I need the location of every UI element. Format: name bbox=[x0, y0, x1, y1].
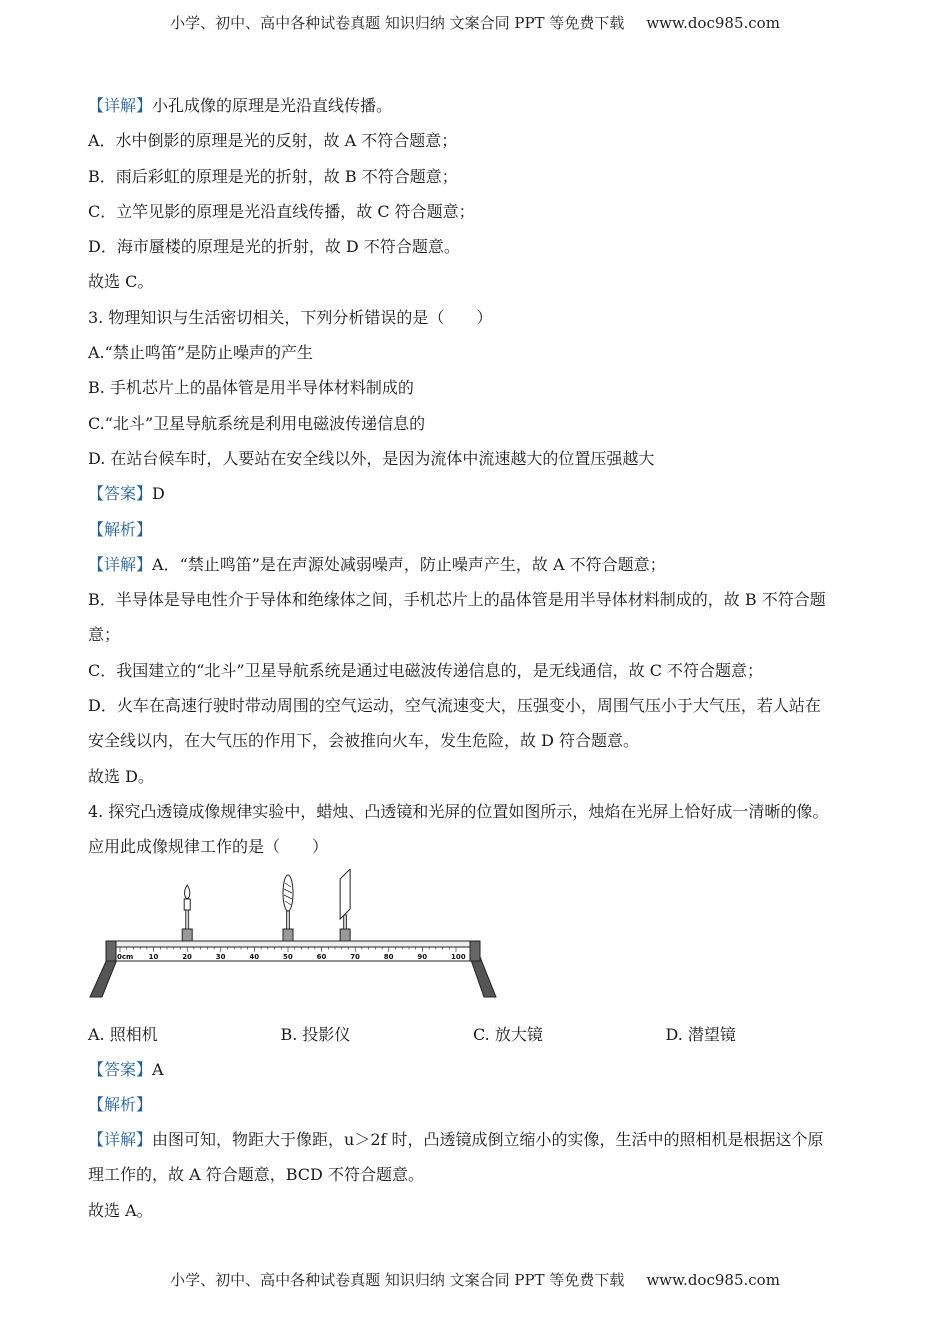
q4-stem-1: 4. 探究凸透镜成像规律实验中，蜡烛、凸透镜和光屏的位置如图所示，烛焰在光屏上恰好成一清晰的像。 bbox=[88, 801, 829, 821]
q2-detail-d: D．海市蜃楼的原理是光的折射，故 D 不符合题意。 bbox=[88, 237, 460, 257]
q3-detail-b1: B．半导体是导电性介于导体和绝缘体之间，手机芯片上的晶体管是用半导体材料制成的，故 B 不符合题 bbox=[88, 590, 826, 610]
left-end-block bbox=[106, 941, 116, 961]
q2-detail-c: C．立竿见影的原理是光沿直线传播，故 C 符合题意； bbox=[88, 201, 475, 221]
q3-stem: 3. 物理知识与生活密切相关，下列分析错误的是（ ） bbox=[88, 307, 493, 327]
q3-conclusion: 故选 D。 bbox=[88, 766, 154, 786]
q2-detail-a: A．水中倒影的原理是光的反射，故 A 不符合题意； bbox=[88, 131, 458, 151]
scale-label-30: 30 bbox=[215, 952, 226, 961]
q4-detail-1 bbox=[88, 1122, 858, 1157]
page-header bbox=[0, 12, 950, 33]
analysis-tag: 【解析】 bbox=[88, 1094, 153, 1114]
q4-option-a: A. 照相机 bbox=[88, 1024, 158, 1044]
q4-conclusion: 故选 A。 bbox=[88, 1200, 153, 1220]
page-footer bbox=[0, 1269, 950, 1290]
q3-answer-value: D bbox=[152, 484, 165, 504]
q4-answer bbox=[88, 1052, 858, 1087]
q2-detail-b: B．雨后彩虹的原理是光的折射，故 B 不符合题意； bbox=[88, 166, 458, 186]
footer-text: 小学、初中、高中各种试卷真题 知识归纳 文案合同 PPT 等免费下载 bbox=[170, 1271, 625, 1289]
q4-detail-1-text: 由图可知，物距大于像距，u＞2f 时，凸透镜成倒立缩小的实像，生活中的照相机是根据这个原 bbox=[152, 1130, 824, 1150]
q4-option-d: D. 潜望镜 bbox=[665, 1024, 736, 1044]
scale-label-70: 70 bbox=[350, 952, 360, 961]
header-site: www.doc985.com bbox=[646, 14, 780, 32]
scale-label-50: 50 bbox=[283, 952, 293, 961]
detail-tag: 【详解】 bbox=[88, 1130, 153, 1150]
candle bbox=[182, 885, 192, 941]
q3-detail-a bbox=[88, 547, 858, 582]
q3-analysis bbox=[88, 512, 858, 547]
q3-option-d: D. 在站台候车时，人要站在安全线以外，是因为流体中流速越大的位置压强越大 bbox=[88, 448, 655, 468]
footer-site: www.doc985.com bbox=[646, 1271, 780, 1289]
q3-option-a: A.“禁止鸣笛”是防止噪声的产生 bbox=[88, 343, 314, 363]
q4-stem-2: 应用此成像规律工作的是（ ） bbox=[88, 837, 329, 857]
header-text: 小学、初中、高中各种试卷真题 知识归纳 文案合同 PPT 等免费下载 bbox=[170, 14, 625, 32]
detail-tag: 【详解】 bbox=[88, 554, 153, 574]
answer-tag: 【答案】 bbox=[88, 1059, 153, 1079]
document-body bbox=[88, 88, 858, 1228]
q2-conclusion: 故选 C。 bbox=[88, 272, 154, 292]
answer-tag: 【答案】 bbox=[88, 484, 153, 504]
rail-top bbox=[116, 941, 470, 947]
scale-label-100: 100 bbox=[451, 952, 466, 961]
q2-detail bbox=[88, 88, 858, 123]
right-end-block bbox=[470, 941, 480, 961]
q4-detail-2: 理工作的，故 A 符合题意，BCD 不符合题意。 bbox=[88, 1165, 424, 1185]
detail-tag: 【详解】 bbox=[88, 96, 153, 115]
scale-label-80: 80 bbox=[383, 952, 394, 961]
right-support-leg bbox=[470, 957, 496, 997]
q4-option-b: B. 投影仪 bbox=[280, 1024, 351, 1044]
scale-label-60: 60 bbox=[316, 952, 327, 961]
q4-option-c: C. 放大镜 bbox=[473, 1024, 543, 1044]
q3-answer bbox=[88, 476, 858, 511]
q4-answer-value: A bbox=[152, 1059, 164, 1079]
q3-detail-d1: D．火车在高速行驶时带动周围的空气运动，空气流速变大，压强变小，周围气压小于大气压，若人站在 bbox=[88, 696, 821, 716]
light-screen bbox=[340, 869, 350, 941]
optical-bench-figure bbox=[88, 865, 858, 1017]
q3-detail-a-text: A．“禁止鸣笛”是在声源处减弱噪声，防止噪声产生，故 A 不符合题意； bbox=[152, 554, 666, 574]
q3-detail-b2: 意； bbox=[88, 625, 121, 645]
scale-label-20: 20 bbox=[182, 952, 192, 961]
q2-detail-text: 小孔成像的原理是光沿直线传播。 bbox=[152, 96, 393, 115]
convex-lens bbox=[283, 875, 293, 941]
scale-label-40: 40 bbox=[249, 952, 260, 961]
q3-detail-d2: 安全线以内，在大气压的作用下，会被推向火车，发生危险，故 D 符合题意。 bbox=[88, 731, 640, 751]
q3-option-b: B. 手机芯片上的晶体管是用半导体材料制成的 bbox=[88, 378, 414, 398]
q4-options bbox=[88, 1017, 858, 1052]
scale-label-0: 0cm bbox=[117, 952, 134, 961]
scale-label-10: 10 bbox=[148, 952, 159, 961]
q4-analysis bbox=[88, 1087, 858, 1122]
scale-label-90: 90 bbox=[417, 952, 428, 961]
left-support-leg bbox=[90, 957, 118, 997]
q3-option-c: C.“北斗”卫星导航系统是利用电磁波传递信息的 bbox=[88, 413, 426, 433]
q3-detail-c: C．我国建立的“北斗”卫星导航系统是通过电磁波传递信息的，是无线通信，故 C 不符合题意； bbox=[88, 660, 764, 680]
optical-bench-diagram bbox=[88, 869, 508, 1009]
analysis-tag: 【解析】 bbox=[88, 519, 153, 539]
